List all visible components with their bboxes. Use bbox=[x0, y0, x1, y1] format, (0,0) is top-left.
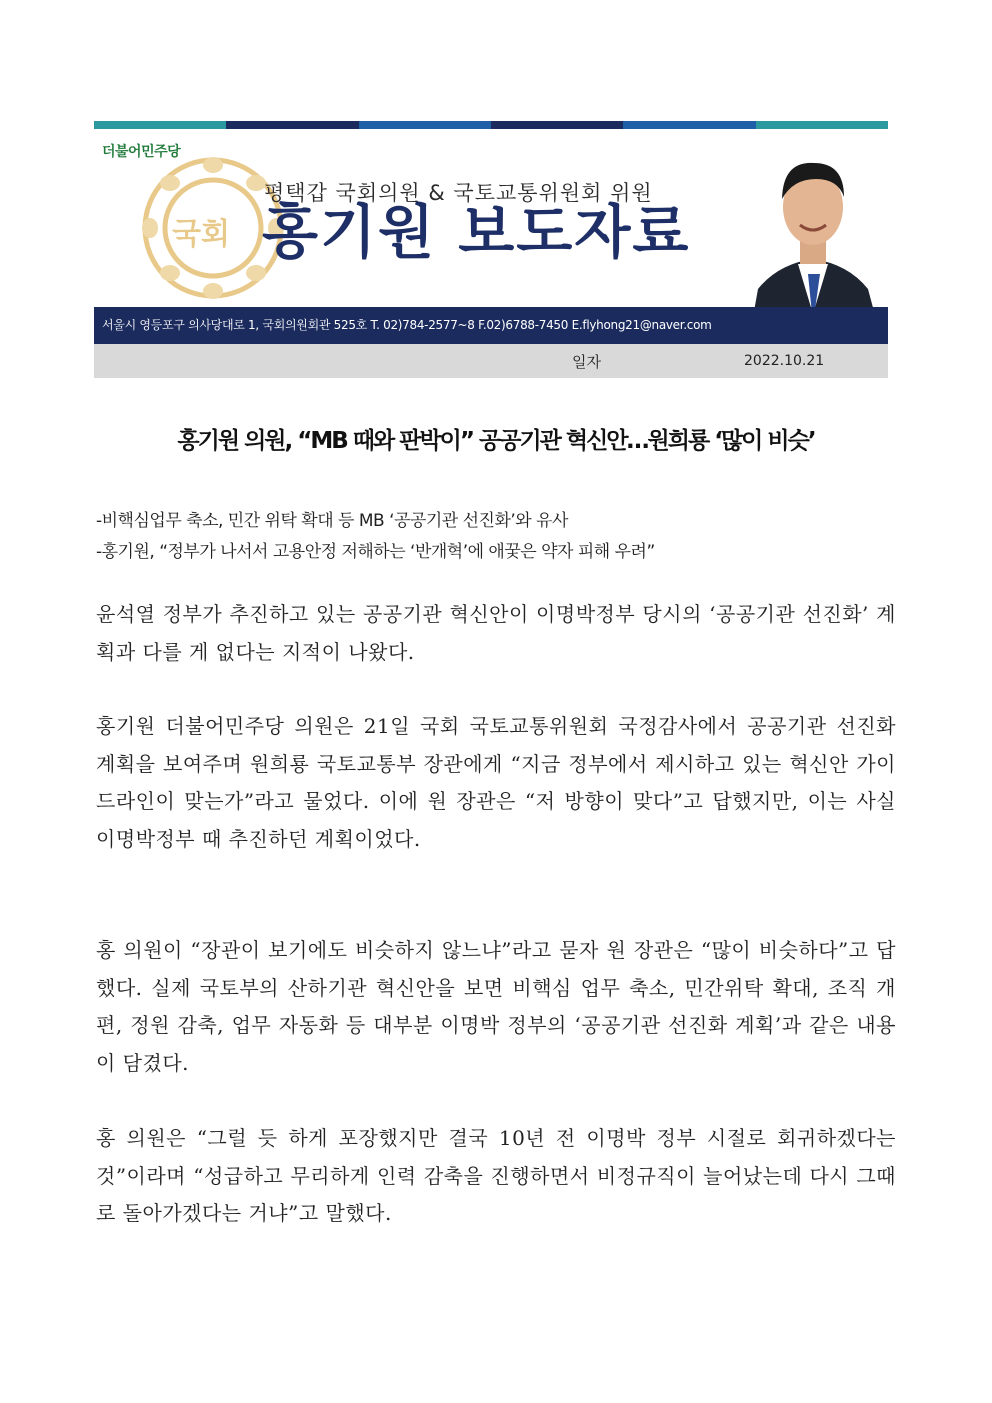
header-subtitle: 평택갑 국회의원 & 국토교통위원회 위원 bbox=[264, 181, 653, 205]
date-label: 일자 bbox=[572, 353, 601, 371]
press-release-header bbox=[94, 129, 888, 307]
subhead-1: -비핵심업무 축소, 민간 위탁 확대 등 MB ‘공공기관 선진화’와 유사 bbox=[96, 511, 568, 531]
header-color-stripe bbox=[94, 121, 888, 129]
paragraph-1: 윤석열 정부가 추진하고 있는 공공기관 혁신안이 이명박정부 당시의 ‘공공기관 선진화’ 계획과 다를 게 없다는 지적이 나왔다. bbox=[96, 602, 896, 664]
subhead-2: -홍기원, “정부가 나서서 고용안정 저해하는 ‘반개혁’에 애꿎은 약자 피해 우려” bbox=[96, 542, 655, 562]
date-value: 2022.10.21 bbox=[744, 353, 825, 369]
article-headline: 홍기원 의원, “MB 때와 판박이” 공공기관 혁신안…원희룡 ‘많이 비슷’ bbox=[177, 428, 815, 454]
page-title: 홍기원 보도자료 bbox=[262, 198, 691, 266]
contact-address-bar: 서울시 영등포구 의사당대로 1, 국회의원회관 525호 T. 02)784-2577~8 F.02)6788-7450 E.flyhong21@naver.com bbox=[94, 307, 888, 344]
party-logo: 더불어민주당 bbox=[102, 144, 181, 160]
seal-text: 국회 bbox=[172, 217, 230, 252]
date-bar bbox=[94, 344, 888, 378]
paragraph-3: 홍 의원이 “장관이 보기에도 비슷하지 않느냐”라고 묻자 원 장관은 “많이 비슷하다”고 답했다. 실제 국토부의 산하기관 혁신안을 보면 비핵심 업무 축소, 민간위탁 확대, 조직 개편, 정원 감축, 업무 자동화 등 대부분 이명박 정부의 ‘공공기관 선진화 계획’과 같은 내용이 담겼다. bbox=[96, 938, 896, 1075]
paragraph-2: 홍기원 더불어민주당 의원은 21일 국회 국토교통위원회 국정감사에서 공공기관 선진화 계획을 보여주며 원희룡 국토교통부 장관에게 “지금 정부에서 제시하고 있는 혁신안 가이드라인이 맞는가”라고 물었다. 이에 원 장관은 “저 방향이 맞다”고 답했지만, 이는 사실 이명박정부 때 추진하던 계획이었다. bbox=[96, 714, 896, 851]
paragraph-4: 홍 의원은 “그럴 듯 하게 포장했지만 결국 10년 전 이명박 정부 시절로 회귀하겠다는 것”이라며 “성급하고 무리하게 인력 감축을 진행하면서 비정규직이 늘어났는데 다시 그때로 돌아가겠다는 거냐”고 말했다. bbox=[96, 1126, 896, 1225]
